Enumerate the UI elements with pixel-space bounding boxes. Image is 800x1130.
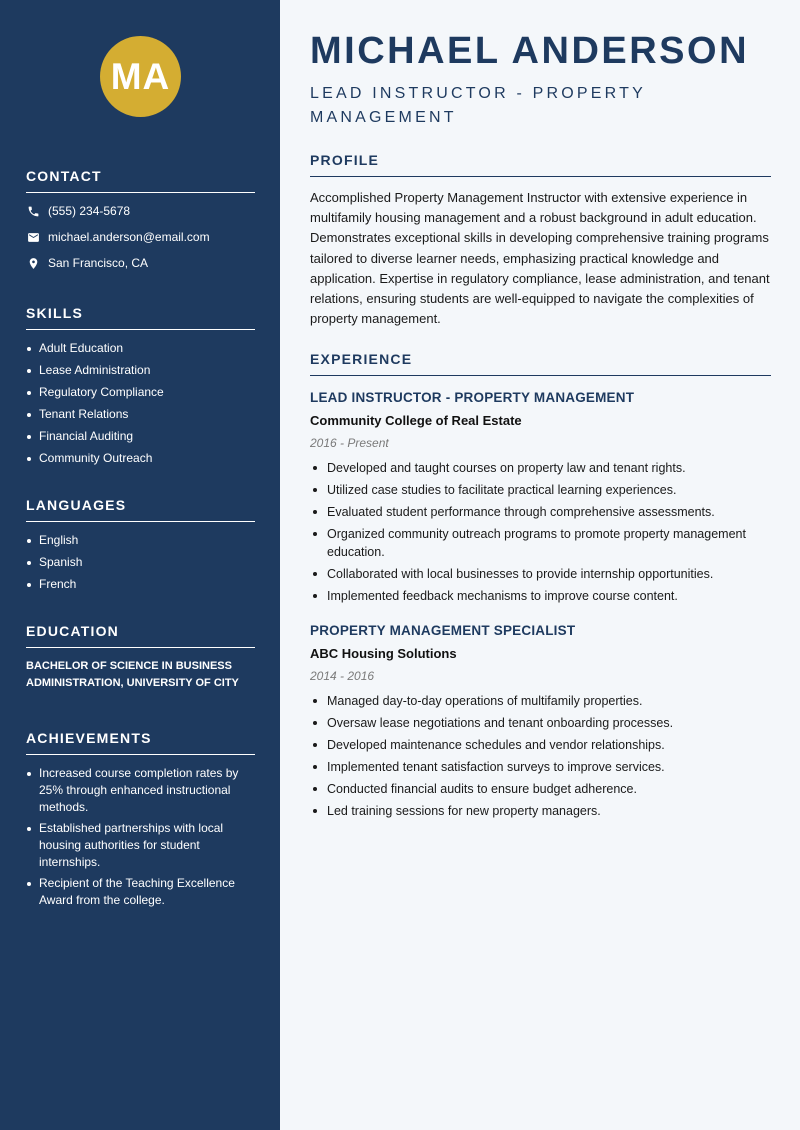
job-bullet: Implemented feedback mechanisms to improve course content. [310, 587, 771, 605]
location-text: San Francisco, CA [48, 256, 149, 270]
job-bullet: Developed maintenance schedules and vendor relationships. [310, 736, 771, 754]
education-heading: EDUCATION [26, 623, 255, 648]
sidebar [0, 0, 280, 1130]
job-title: LEAD INSTRUCTOR - PROPERTY MANAGEMENT [310, 390, 635, 405]
profile-section [310, 152, 771, 329]
job-entry [310, 623, 771, 824]
job-bullet: Evaluated student performance through comprehensive assessments. [310, 503, 771, 521]
achievement-item: Recipient of the Teaching Excellence Award from the college. [26, 875, 255, 909]
job-bullet: Organized community outreach programs to promote property management education. [310, 525, 771, 561]
contact-phone[interactable] [26, 198, 255, 224]
job-bullet: Oversaw lease negotiations and tenant onboarding processes. [310, 714, 771, 732]
education-degree: BACHELOR OF SCIENCE IN BUSINESS ADMINISTRATION, UNIVERSITY OF CITY [26, 660, 239, 689]
job-title: PROPERTY MANAGEMENT SPECIALIST [310, 623, 576, 638]
avatar-initials: MA [110, 55, 171, 97]
email-icon [26, 230, 40, 244]
languages-list [26, 532, 255, 593]
skill-item: Lease Administration [26, 362, 255, 379]
experience-section [310, 351, 771, 376]
candidate-name: MICHAEL ANDERSON [310, 30, 750, 72]
achievements-heading: ACHIEVEMENTS [26, 730, 255, 755]
achievement-item: Increased course completion rates by 25% through enhanced instructional methods. [26, 765, 255, 816]
languages-section [26, 497, 255, 598]
achievements-list [26, 765, 255, 909]
job-bullet: Utilized case studies to facilitate practical learning experiences. [310, 481, 771, 499]
job-bullets [310, 459, 771, 605]
email-text: michael.anderson@email.com [48, 230, 210, 244]
skill-item: Financial Auditing [26, 428, 255, 445]
job-bullet: Implemented tenant satisfaction surveys to improve services. [310, 758, 771, 776]
experience-heading: EXPERIENCE [310, 351, 771, 376]
job-company: ABC Housing Solutions [310, 646, 457, 661]
contact-location [26, 250, 255, 276]
job-dates: 2016 - Present [310, 436, 389, 450]
job-bullet: Conducted financial audits to ensure budget adherence. [310, 780, 771, 798]
language-item: French [26, 576, 255, 593]
job-dates: 2014 - 2016 [310, 669, 375, 683]
phone-text: (555) 234-5678 [48, 204, 131, 218]
phone-icon [26, 204, 40, 218]
job-bullet: Collaborated with local businesses to provide internship opportunities. [310, 565, 771, 583]
profile-text: Accomplished Property Management Instructor with extensive experience in multifamily housing management and a robust background in adult education. Demonstrates exceptional skills in developing comprehensive training programs tailored to diverse learner needs, emphasizing practical knowledge and application. Expertise in regulatory compliance, lease administration, and tenant relations, ensuring students are well-equipped to navigate the complexities of property management. [310, 190, 770, 327]
skills-list [26, 340, 255, 467]
education-section [26, 623, 255, 692]
job-entry [310, 390, 771, 609]
skill-item: Adult Education [26, 340, 255, 357]
job-bullets [310, 692, 771, 820]
job-bullet: Developed and taught courses on property law and tenant rights. [310, 459, 771, 477]
skill-item: Regulatory Compliance [26, 384, 255, 401]
avatar [100, 36, 181, 117]
language-item: Spanish [26, 554, 255, 571]
candidate-role: LEAD INSTRUCTOR - PROPERTY MANAGEMENT [310, 85, 646, 126]
contact-heading: CONTACT [26, 168, 255, 193]
languages-heading: LANGUAGES [26, 497, 255, 522]
profile-heading: PROFILE [310, 152, 771, 177]
location-pin-icon [26, 256, 40, 270]
job-bullet: Managed day-to-day operations of multifamily properties. [310, 692, 771, 710]
skill-item: Tenant Relations [26, 406, 255, 423]
language-item: English [26, 532, 255, 549]
skills-section [26, 305, 255, 472]
achievements-section [26, 730, 255, 913]
job-company: Community College of Real Estate [310, 413, 522, 428]
skills-heading: SKILLS [26, 305, 255, 330]
skill-item: Community Outreach [26, 450, 255, 467]
achievement-item: Established partnerships with local housing authorities for student internships. [26, 820, 255, 871]
contact-email[interactable] [26, 224, 255, 250]
job-bullet: Led training sessions for new property managers. [310, 802, 771, 820]
contact-section [26, 168, 255, 276]
